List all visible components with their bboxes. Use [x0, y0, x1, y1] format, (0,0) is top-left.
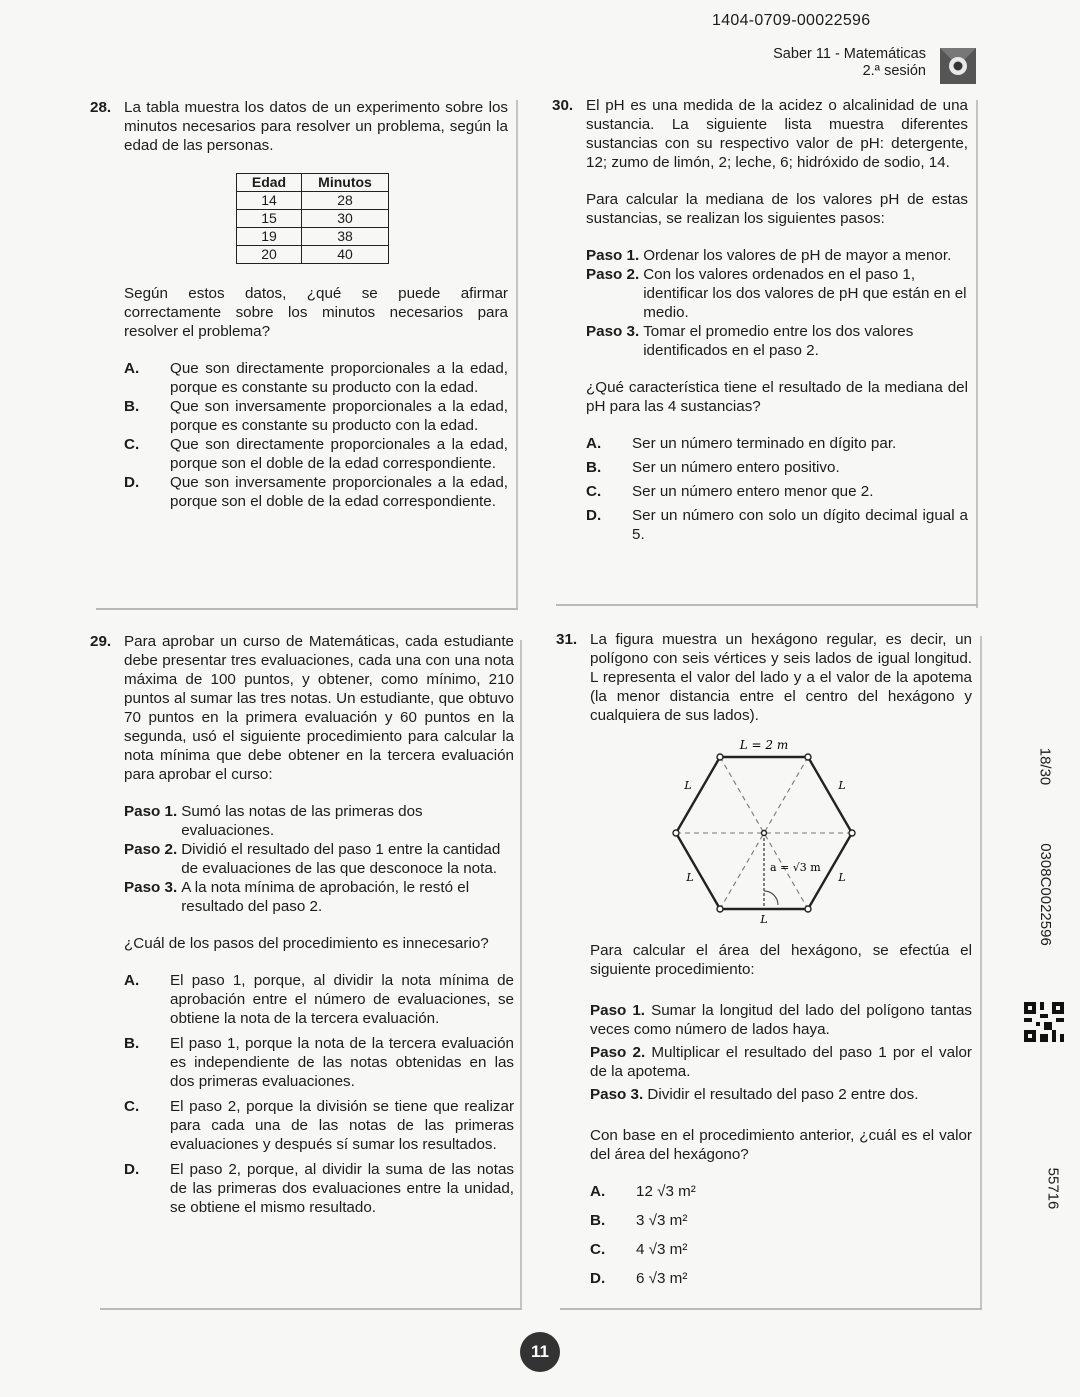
- question-stem: El pH es una medida de la acidez o alcalinidad de una sustancia. La siguiente lista muestra diferentes sustancias con su respectivo valor de pH: detergente, 12; zumo de limón, 2; leche, 6; hidróxido de sodio, 14.: [586, 97, 968, 171]
- steps-list: [556, 1001, 972, 1104]
- option-d[interactable]: [124, 473, 508, 511]
- exam-title-line1: Saber 11 - Matemáticas: [773, 46, 926, 62]
- procedure-intro: Para calcular la mediana de los valores pH de estas sustancias, se realizan los siguientes pasos:: [586, 191, 968, 227]
- option-b[interactable]: [590, 1211, 972, 1230]
- table-cell: 30: [302, 210, 389, 228]
- exam-title-line2: 2.ª sesión: [862, 63, 926, 79]
- right-angle-mark: [764, 891, 778, 905]
- table-header-row: [237, 174, 389, 192]
- option-c[interactable]: [124, 435, 508, 473]
- option-letter: D.: [586, 507, 602, 524]
- option-letter: A.: [586, 435, 602, 452]
- qr-code-icon: [1024, 1002, 1064, 1042]
- table-header: Minutos: [302, 174, 389, 192]
- column-rule: [520, 640, 522, 1308]
- side-label: L: [838, 779, 846, 792]
- section-rule: [560, 1308, 982, 1310]
- apothem-label: a = √3 m: [770, 861, 821, 874]
- option-letter: A.: [124, 972, 140, 989]
- serial-number: 55716: [1044, 1167, 1062, 1210]
- option-text: 6 √3 m²: [636, 1270, 688, 1287]
- option-a[interactable]: [590, 1182, 972, 1201]
- option-b[interactable]: [586, 458, 968, 477]
- option-b[interactable]: [124, 397, 508, 435]
- option-c[interactable]: [124, 1097, 514, 1154]
- options-list: [124, 971, 514, 1217]
- age-minutes-table: [236, 173, 389, 264]
- step-text: Tomar el promedio entre los dos valores identificados en el paso 2.: [643, 323, 914, 359]
- step-text: Sumar la longitud del lado del polígono tantas veces como número de lados haya.: [590, 1002, 972, 1038]
- option-letter: D.: [124, 474, 140, 491]
- table-header: Edad: [237, 174, 302, 192]
- column-rule: [516, 100, 518, 608]
- step-3: [124, 878, 514, 916]
- step-label: Paso 3.: [124, 879, 178, 896]
- column-rule: [976, 100, 978, 608]
- table-cell: 28: [302, 192, 389, 210]
- option-letter: B.: [124, 398, 140, 415]
- options-list: [590, 1182, 972, 1288]
- step-label: Paso 2.: [124, 841, 178, 858]
- option-letter: C.: [124, 1098, 140, 1115]
- side-label: L: [686, 871, 694, 884]
- step-label: Paso 3.: [590, 1086, 644, 1103]
- option-c[interactable]: [590, 1240, 972, 1259]
- option-text: Que son inversamente proporcionales a la edad, porque son el doble de la edad correspondiente.: [170, 474, 508, 510]
- step-text: Multiplicar el resultado del paso 1 por el valor de la apotema.: [590, 1044, 972, 1080]
- option-d[interactable]: [586, 506, 968, 544]
- question-stem: La tabla muestra los datos de un experimento sobre los minutos necesarios para resolver un problema, según la edad de las personas.: [124, 99, 508, 154]
- table-row: [237, 228, 389, 246]
- option-text: Que son inversamente proporcionales a la edad, porque es constante su producto con la edad.: [170, 398, 508, 434]
- question-number: 29.: [90, 633, 112, 650]
- page-fraction: 18/30: [1036, 747, 1054, 786]
- option-text: Ser un número terminado en dígito par.: [632, 435, 897, 452]
- booklet-code: 0308C0022596: [1036, 843, 1054, 946]
- option-text: Ser un número con solo un dígito decimal igual a 5.: [632, 507, 968, 543]
- step-text: Sumó las notas de las primeras dos evaluaciones.: [181, 803, 423, 839]
- option-letter: C.: [124, 436, 140, 453]
- step-3: [590, 1085, 972, 1104]
- option-text: Ser un número entero positivo.: [632, 459, 840, 476]
- step-text: Dividir el resultado del paso 2 entre dos.: [647, 1086, 919, 1103]
- step-text: Con los valores ordenados en el paso 1, identificar los dos valores de pH que están en el medio.: [643, 266, 967, 321]
- option-text: El paso 1, porque, al dividir la nota mínima de aprobación entre el número de evaluaciones, se obtiene la nota de la tercera evaluación.: [170, 972, 514, 1027]
- procedure-intro: Para calcular el área del hexágono, se efectúa el siguiente procedimiento:: [590, 942, 972, 978]
- step-label: Paso 1.: [124, 803, 178, 820]
- option-text: El paso 2, porque la división se tiene que realizar para cada una de las notas de las primeras evaluaciones y después sí sumar los resultados.: [170, 1098, 514, 1153]
- step-2: [124, 840, 514, 878]
- option-letter: A.: [590, 1183, 606, 1200]
- option-a[interactable]: [586, 434, 968, 453]
- question-prompt: Con base en el procedimiento anterior, ¿cuál es el valor del área del hexágono?: [590, 1127, 972, 1163]
- option-a[interactable]: [124, 359, 508, 397]
- options-list: [124, 359, 508, 511]
- step-3: [586, 322, 968, 360]
- step-text: Ordenar los valores de pH de mayor a menor.: [643, 247, 952, 264]
- table-cell: 20: [237, 246, 302, 264]
- question-28: [90, 98, 508, 511]
- exam-title: [773, 46, 926, 80]
- step-2: [590, 1043, 972, 1081]
- question-stem: Para aprobar un curso de Matemáticas, cada estudiante debe presentar tres evaluaciones, cada una con una nota máxima de 100 puntos, y obtener, como mínimo, 210 puntos al sumar las tres notas. Un estudiante, que obtuvo 70 puntos en la primera evaluación y 60 puntos en la segunda, usó el siguiente procedimiento para calcular la nota mínima que debe obtener en la tercera evaluación para aprobar el curso:: [124, 633, 514, 783]
- question-stem: La figura muestra un hexágono regular, es decir, un polígono con seis vértices y seis lados de igual longitud. L representa el valor del lado y a el valor de la apotema (la menor distancia entre el centro del hexágono y cualquiera de sus lados).: [590, 631, 972, 724]
- question-30: [552, 96, 968, 544]
- question-number: 30.: [552, 97, 574, 114]
- option-letter: D.: [590, 1270, 606, 1287]
- table-cell: 19: [237, 228, 302, 246]
- section-rule: [96, 608, 518, 610]
- side-label: L: [838, 871, 846, 884]
- option-letter: C.: [590, 1241, 606, 1258]
- options-list: [586, 434, 968, 544]
- step-1: [586, 246, 968, 265]
- option-letter: A.: [124, 360, 140, 377]
- option-text: Que son directamente proporcionales a la edad, porque son el doble de la edad correspondiente.: [170, 436, 508, 472]
- question-prompt: ¿Qué característica tiene el resultado de la mediana del pH para las 4 sustancias?: [586, 379, 968, 415]
- option-text: El paso 1, porque la nota de la tercera evaluación es independiente de las notas obtenidas en las dos primeras evaluaciones.: [170, 1035, 514, 1090]
- option-c[interactable]: [586, 482, 968, 501]
- column-rule: [980, 636, 982, 1310]
- side-label: L: [684, 779, 692, 792]
- question-prompt: ¿Cuál de los pasos del procedimiento es innecesario?: [124, 935, 489, 952]
- step-label: Paso 2.: [590, 1044, 646, 1061]
- step-label: Paso 2.: [586, 266, 640, 283]
- page-number: 11: [520, 1332, 560, 1372]
- table-cell: 15: [237, 210, 302, 228]
- question-prompt: Según estos datos, ¿qué se puede afirmar correctamente sobre los minutos necesarios para resolver el problema?: [124, 285, 508, 340]
- option-text: 12 √3 m²: [636, 1183, 696, 1200]
- steps-list: [90, 802, 514, 916]
- option-text: El paso 2, porque, al dividir la suma de las notas de las primeras dos evaluaciones entre la unidad, se obtiene el mismo resultado.: [170, 1161, 514, 1216]
- option-d[interactable]: [124, 1160, 514, 1217]
- question-number: 31.: [556, 631, 578, 648]
- option-a[interactable]: [124, 971, 514, 1028]
- step-2: [586, 265, 968, 322]
- option-letter: D.: [124, 1161, 140, 1178]
- step-label: Paso 3.: [586, 323, 640, 340]
- step-label: Paso 1.: [586, 247, 640, 264]
- hexagon-figure: [636, 731, 936, 926]
- option-b[interactable]: [124, 1034, 514, 1091]
- steps-list: [552, 246, 968, 360]
- section-rule: [100, 1308, 522, 1310]
- step-text: Dividió el resultado del paso 1 entre la cantidad de evaluaciones de las que desconoce la nota.: [181, 841, 501, 877]
- table-cell: 38: [302, 228, 389, 246]
- section-rule: [556, 604, 978, 606]
- option-text: Que son directamente proporcionales a la edad, porque es constante su producto con la edad.: [170, 360, 508, 396]
- option-text: 3 √3 m²: [636, 1212, 688, 1229]
- side-label: L: [760, 913, 768, 926]
- option-text: Ser un número entero menor que 2.: [632, 483, 874, 500]
- option-letter: B.: [590, 1212, 606, 1229]
- option-letter: C.: [586, 483, 602, 500]
- option-d[interactable]: [590, 1269, 972, 1288]
- top-side-label: L = 2 m: [739, 738, 789, 752]
- option-letter: B.: [124, 1035, 140, 1052]
- table-row: [237, 210, 389, 228]
- table-cell: 40: [302, 246, 389, 264]
- icfes-logo-icon: [940, 48, 976, 84]
- step-text: A la nota mínima de aprobación, le restó el resultado del paso 2.: [181, 879, 470, 915]
- option-letter: B.: [586, 459, 602, 476]
- step-label: Paso 1.: [590, 1002, 646, 1019]
- question-number: 28.: [90, 99, 112, 116]
- step-1: [124, 802, 514, 840]
- question-29: [90, 632, 514, 1217]
- step-1: [590, 1001, 972, 1039]
- document-code: 1404-0709-00022596: [712, 12, 871, 29]
- table-row: [237, 192, 389, 210]
- table-cell: 14: [237, 192, 302, 210]
- table-row: [237, 246, 389, 264]
- question-31: [556, 630, 972, 1288]
- option-text: 4 √3 m²: [636, 1241, 688, 1258]
